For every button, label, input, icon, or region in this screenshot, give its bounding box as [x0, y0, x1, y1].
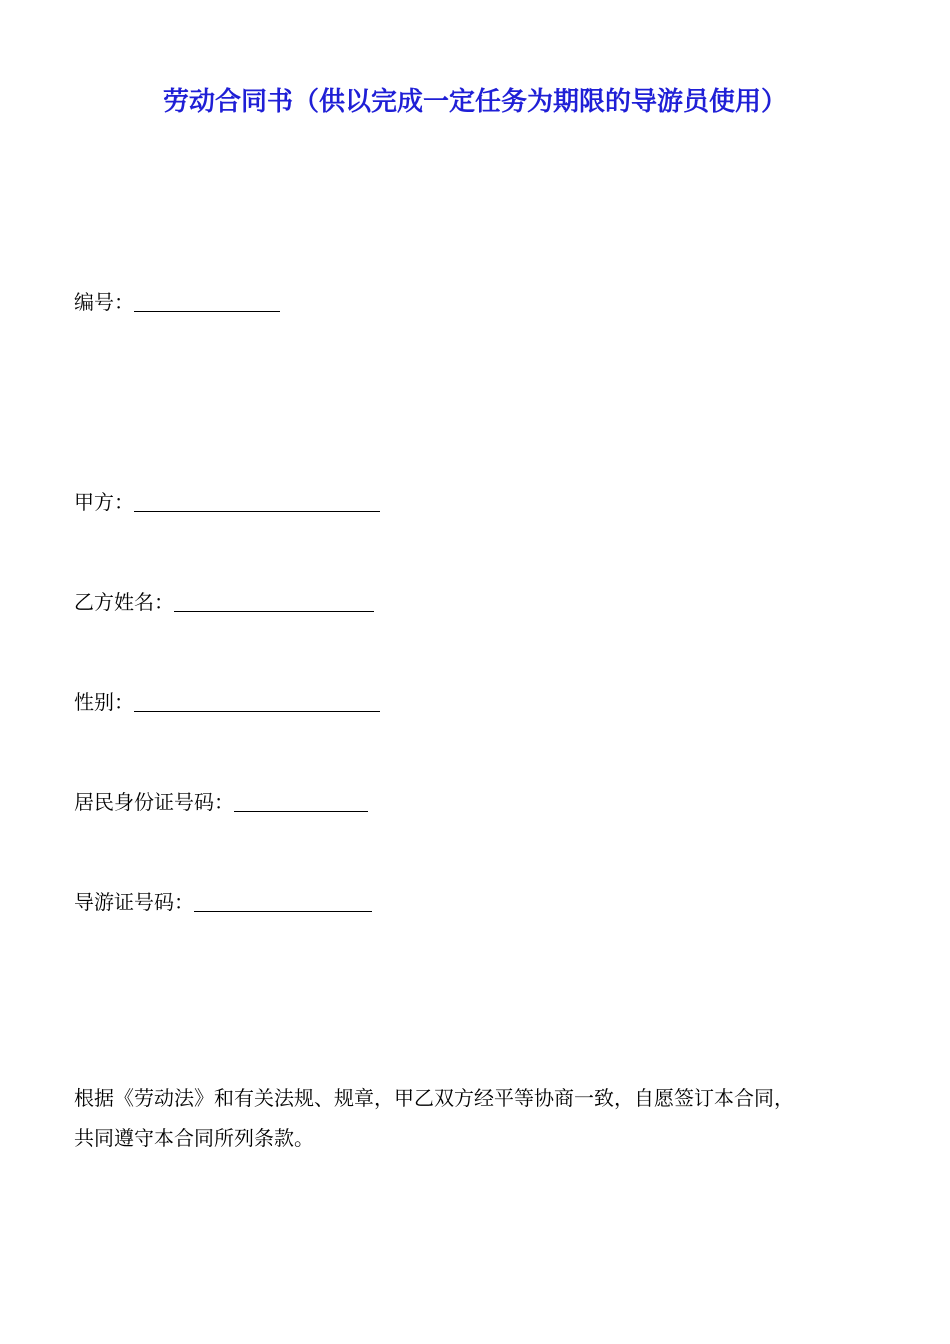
- number-label: 编号：: [74, 290, 134, 314]
- party-b-name-field: [74, 584, 374, 616]
- party-a-field: [74, 484, 380, 516]
- preamble-line-2: 共同遵守本合同所列条款。: [74, 1126, 314, 1150]
- page-title: 劳动合同书（供以完成一定任务为期限的导游员使用）: [162, 87, 787, 117]
- party-b-name-label: 乙方姓名：: [74, 590, 174, 614]
- guide-cert-field: [74, 884, 372, 916]
- id-number-field: [74, 784, 368, 816]
- id-number-blank[interactable]: [234, 789, 368, 812]
- party-a-blank[interactable]: [134, 489, 380, 512]
- gender-field: [74, 684, 380, 716]
- party-b-name-blank[interactable]: [174, 589, 374, 612]
- party-a-label: 甲方：: [74, 490, 134, 514]
- preamble-paragraph: [74, 1078, 874, 1158]
- gender-label: 性别：: [74, 690, 134, 714]
- gender-blank[interactable]: [134, 689, 380, 712]
- id-number-label: 居民身份证号码：: [74, 790, 234, 814]
- number-blank[interactable]: [134, 289, 280, 312]
- number-field: [74, 284, 280, 316]
- preamble-line-1: 根据《劳动法》和有关法规、规章，甲乙双方经平等协商一致，自愿签订本合同，: [74, 1086, 794, 1110]
- guide-cert-blank[interactable]: [194, 889, 372, 912]
- guide-cert-label: 导游证号码：: [74, 890, 194, 914]
